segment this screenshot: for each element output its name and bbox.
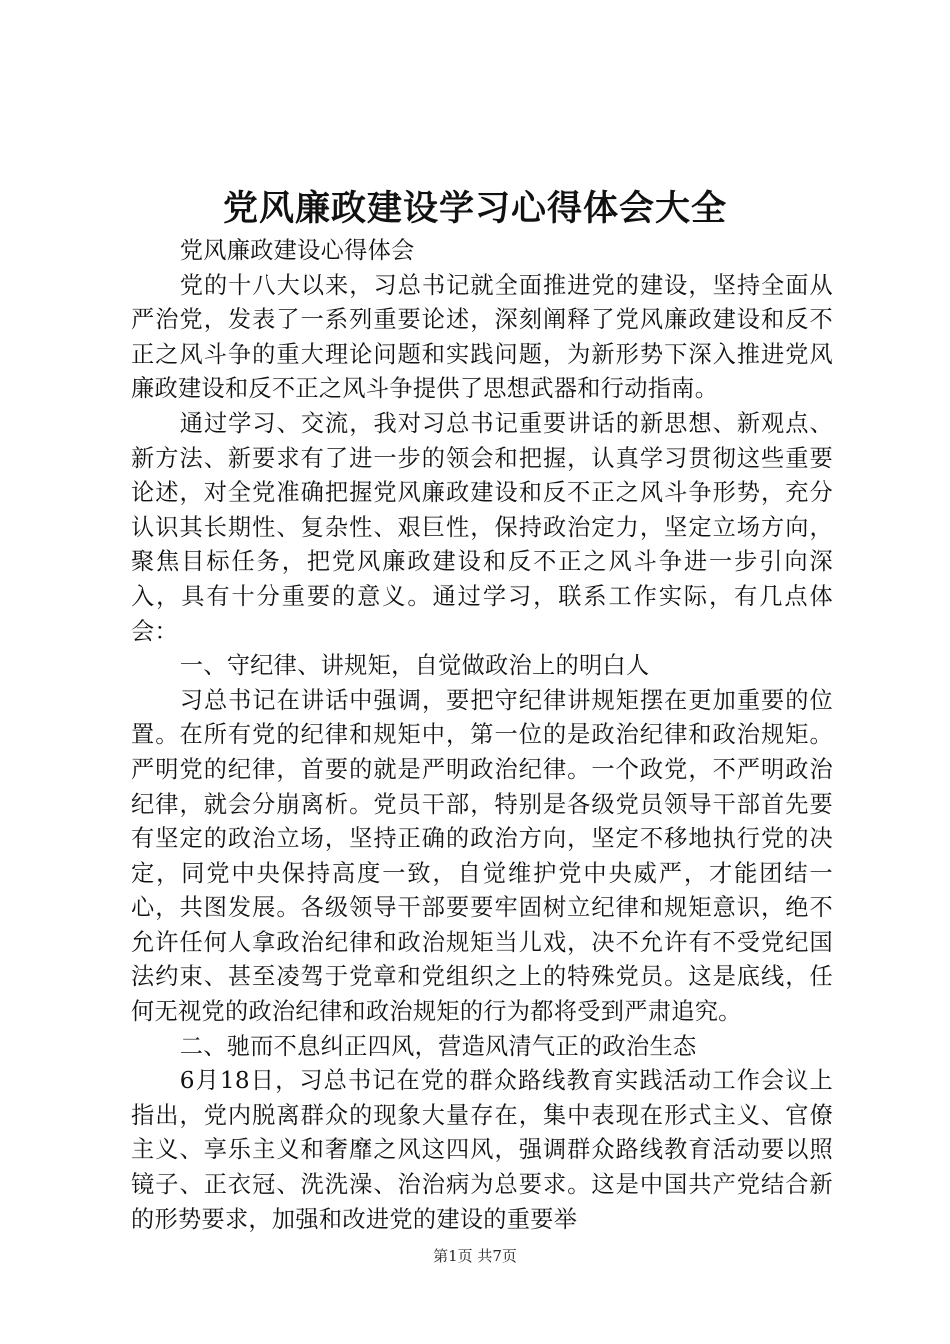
body-paragraph: 习总书记在讲话中强调，要把守纪律讲规矩摆在更加重要的位置。在所有党的纪律和规矩中，第一位的是政治纪律和政治规矩。严明党的纪律，首要的就是严明政治纪律。一个政党，不严明政治纪律，就会分崩离析。党员干部，特别是各级党员领导干部首先要有坚定的政治立场，坚持正确的政治方向，坚定不移地执行党的决定，同党中央保持高度一致，自觉维护党中央威严，才能团结一心，共图发展。各级领导干部要要牢固树立纪律和规矩意识，绝不允许任何人拿政治纪律和政治规矩当儿戏，决不允许有不受党纪国法约束、甚至凌驾于党章和党组织之上的特殊党员。这是底线，任何无视党的政治纪律和政治规矩的行为都将受到严肃追究。	[131, 686, 833, 1026]
page-number-footer: 第1页 共7页	[433, 1247, 517, 1265]
subtitle-paragraph: 党风廉政建设心得体会	[179, 237, 415, 264]
body-paragraph: 6月18日，习总书记在党的群众路线教育实践活动工作会议上指出，党内脱离群众的现象大量存在，集中表现在形式主义、官僚主义、享乐主义和奢靡之风这四风，强调群众路线教育活动要以照镜子、正衣冠、洗洗澡、治治病为总要求。这是中国共产党结合新的形势要求，加强和改进党的建设的重要举	[131, 1067, 833, 1233]
document-body	[131, 234, 833, 1237]
section-heading: 二、驰而不息纠正四风，营造风清气正的政治生态	[179, 1032, 697, 1060]
section-heading: 一、守纪律、讲规矩，自觉做政治上的明白人	[179, 652, 650, 680]
body-paragraph: 通过学习、交流，我对习总书记重要讲话的新思想、新观点、新方法、新要求有了进一步的领会和把握，认真学习贯彻这些重要论述，对全党准确把握党风廉政建设和反不正之风斗争形势，充分认识其长期性、复杂性、艰巨性，保持政治定力，坚定立场方向，聚焦目标任务，把党风廉政建设和反不正之风斗争进一步引向深入，具有十分重要的意义。通过学习，联系工作实际，有几点体会：	[131, 409, 833, 645]
body-paragraph: 党的十八大以来，习总书记就全面推进党的建设，坚持全面从严治党，发表了一系列重要论述，深刻阐释了党风廉政建设和反不正之风斗争的重大理论问题和实践问题，为新形势下深入推进党风廉政建设和反不正之风斗争提供了思想武器和行动指南。	[131, 271, 833, 403]
document-title: 党风廉政建设学习心得体会大全	[222, 188, 727, 229]
